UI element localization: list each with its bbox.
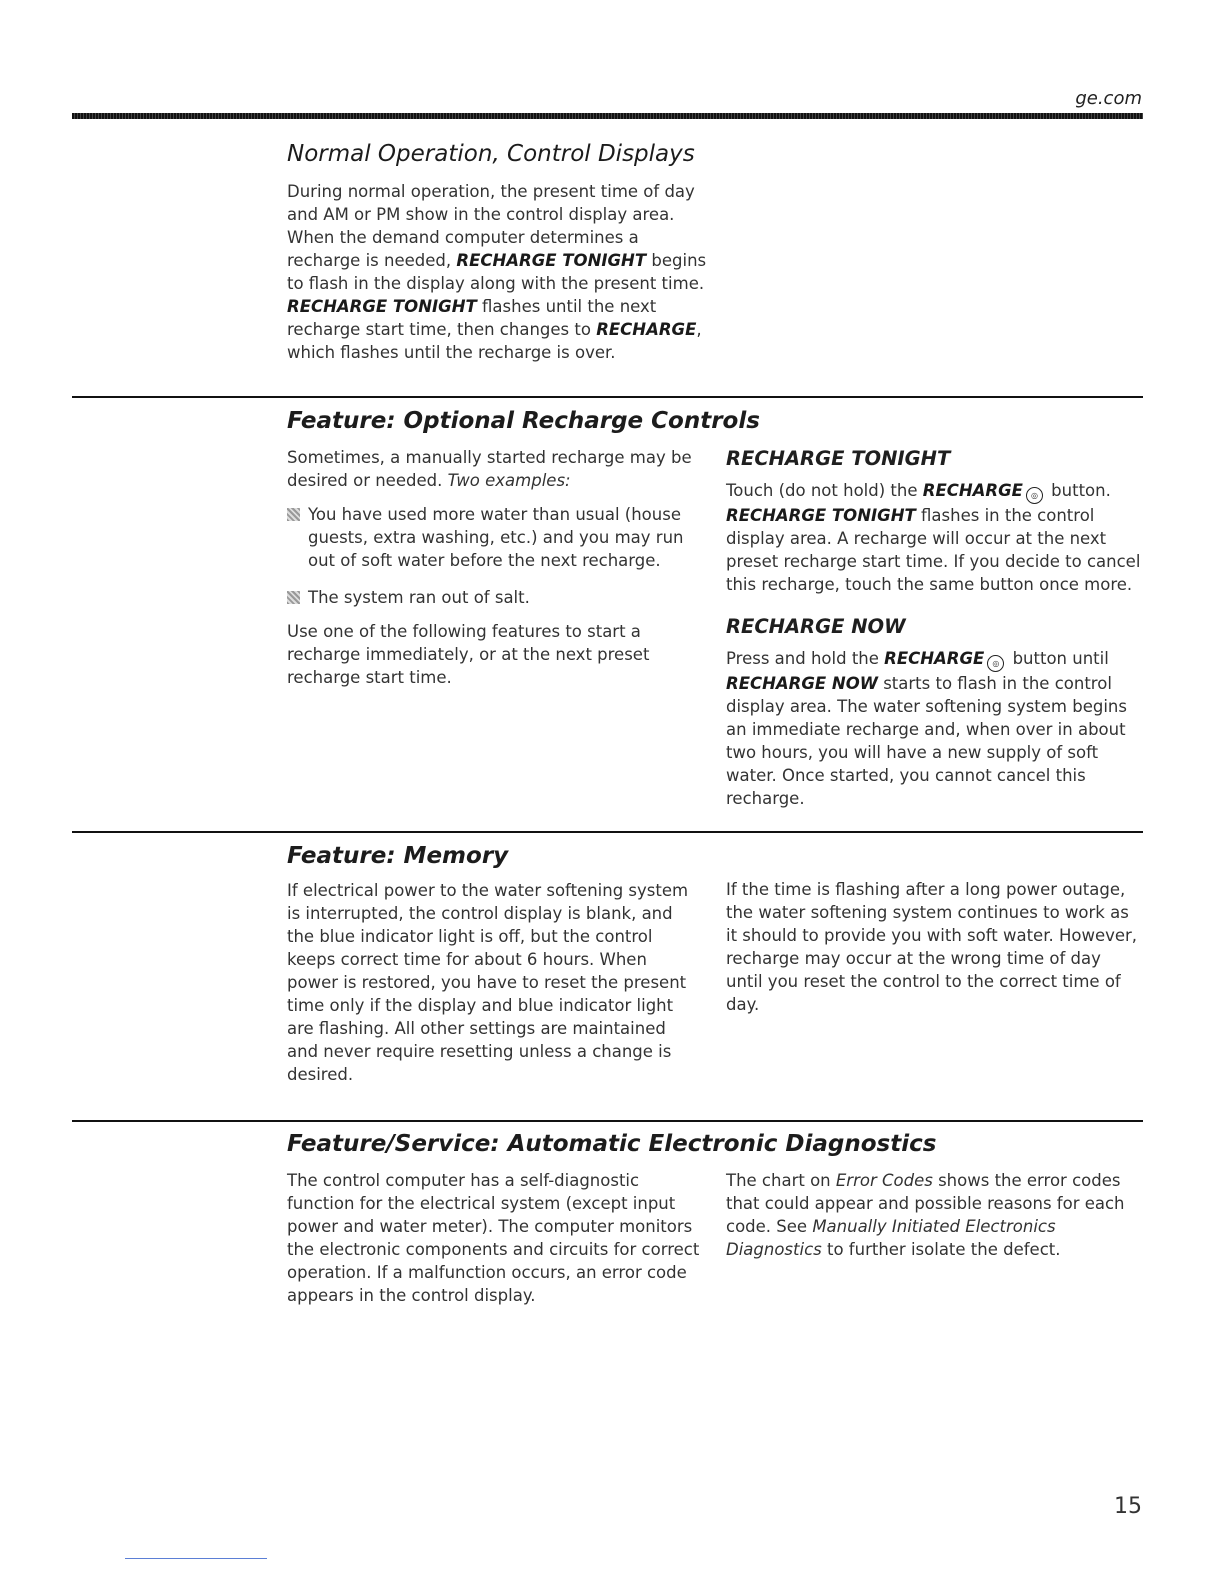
section-title-memory: Feature: Memory (287, 843, 509, 869)
section-divider (72, 831, 1143, 833)
site-url: ge.com (1075, 88, 1142, 109)
memory-right-paragraph: If the time is flashing after a long power outage, the water softening system continues to work as it should to provide you with soft water. However, recharge may occur at the wrong time of day until you reset the control to the correct time of day. (726, 880, 1138, 1014)
memory-left-paragraph: If electrical power to the water softening system is interrupted, the control display is blank, and the blue indicator light is off, but the control keeps correct time for about 6 hours. When power is restored, you have to reset the present time only if the display and blue indicator light are flashing. All other settings are maintained and never require resetting unless a change is desired. (287, 881, 689, 1084)
optional-intro: Sometimes, a manually started recharge may be desired or needed. Two examples: (287, 448, 692, 490)
normal-operation-body (287, 180, 712, 364)
section-title-optional-recharge: Feature: Optional Recharge Controls (287, 408, 760, 434)
bullet-icon (287, 591, 300, 604)
optional-outro: Use one of the following features to start a recharge immediately, or at the next preset recharge start time. (287, 622, 650, 687)
diagnostics-left-paragraph: The control computer has a self-diagnostic function for the electrical system (except input power and water meter). The computer monitors the electronic components and circuits for correct operation. If a malfunction occurs, an error code appears in the control display. (287, 1171, 700, 1305)
section-title-diagnostics: Feature/Service: Automatic Electronic Diagnostics (287, 1131, 937, 1157)
section-divider (72, 1120, 1143, 1122)
recharge-tonight-heading: RECHARGE TONIGHT (726, 447, 951, 470)
recharge-now-heading: RECHARGE NOW (726, 615, 906, 638)
bullet-item: The system ran out of salt. (287, 586, 697, 609)
diagnostics-right-paragraph: The chart on Error Codes shows the error codes that could appear and possible reasons for each code. See Manually Initiated Electronics Diagnostics to further isolate the defect. (726, 1171, 1125, 1259)
section-divider (72, 396, 1143, 398)
diagnostics-right-column (726, 1169, 1138, 1261)
section-title-normal-operation: Normal Operation, Control Displays (287, 141, 695, 167)
page-number: 15 (1114, 1494, 1142, 1519)
header-rule (72, 113, 1143, 119)
memory-left-column (287, 879, 702, 1086)
bottom-link-underline (125, 1558, 267, 1559)
normal-operation-paragraph: During normal operation, the present time of day and AM or PM show in the control display area. When the demand computer determines a recharge is needed, RECHARGE TONIGHT begins to flash in the display along with the present time. RECHARGE TONIGHT flashes until the next recharge start time, then changes to RECHARGE, which flashes until the recharge is over. (287, 182, 707, 362)
recharge-button-icon: ◎ (1026, 487, 1043, 504)
optional-recharge-right-column (726, 447, 1144, 810)
recharge-button-icon: ◎ (987, 655, 1004, 672)
diagnostics-left-column (287, 1169, 702, 1307)
memory-right-column (726, 878, 1138, 1016)
recharge-now-text: Press and hold the RECHARGE ◎ button until RECHARGE NOW starts to flash in the control display area. The water softening system begins an immediate recharge and, when over in about two hours, you will have a new supply of soft water. Once started, you cannot cancel this recharge. (726, 649, 1127, 808)
optional-recharge-left-column (287, 446, 697, 689)
bullet-icon (287, 508, 300, 521)
bullet-item: You have used more water than usual (house guests, extra washing, etc.) and you may run out of soft water before the next recharge. (287, 503, 697, 572)
recharge-tonight-text: Touch (do not hold) the RECHARGE ◎ button. RECHARGE TONIGHT flashes in the control display area. A recharge will occur at the next preset recharge start time. If you decide to cancel this recharge, touch the same button once more. (726, 481, 1141, 594)
